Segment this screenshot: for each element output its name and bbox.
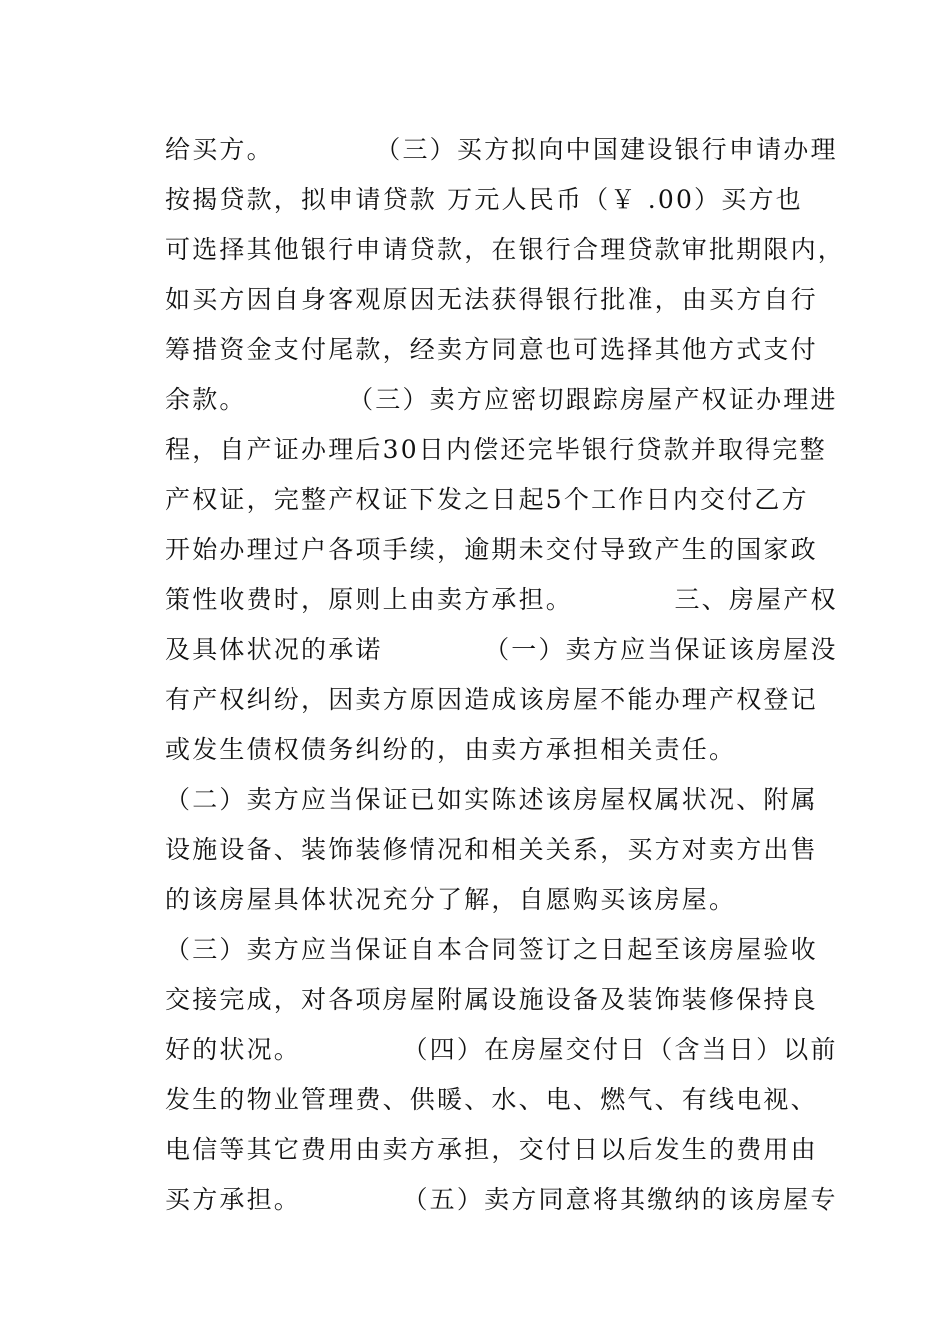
text-line: 电信等其它费用由卖方承担，交付日以后发生的费用由 — [165, 1135, 818, 1164]
text-line: 买方承担。 （五）卖方同意将其缴纳的该房屋专 — [165, 1185, 838, 1214]
text-line: 产权证，完整产权证下发之日起5个工作日内交付乙方 — [165, 485, 809, 514]
text-line: 或发生债权债务纠纷的，由卖方承担相关责任。 — [165, 735, 737, 764]
text-line: 按揭贷款，拟申请贷款 万元人民币（￥ .00）买方也 — [165, 185, 803, 214]
text-line: 及具体状况的承诺 （一）卖方应当保证该房屋没 — [165, 635, 838, 664]
text-line: 可选择其他银行申请贷款，在银行合理贷款审批期限内， — [165, 235, 846, 264]
text-line: 筹措资金支付尾款，经卖方同意也可选择其他方式支付 — [165, 335, 818, 364]
text-line: 设施设备、装饰装修情况和相关关系，买方对卖方出售 — [165, 835, 818, 864]
text-line: 策性收费时，原则上由卖方承担。 三、房屋产权 — [165, 585, 838, 614]
text-line: 有产权纠纷，因卖方原因造成该房屋不能办理产权登记 — [165, 685, 818, 714]
text-line: （二）卖方应当保证已如实陈述该房屋权属状况、附属 — [165, 785, 818, 814]
text-line: 给买方。 （三）买方拟向中国建设银行申请办理 — [165, 135, 838, 164]
text-line: 交接完成，对各项房屋附属设施设备及装饰装修保持良 — [165, 985, 818, 1014]
text-line: 发生的物业管理费、供暖、水、电、燃气、有线电视、 — [165, 1085, 818, 1114]
text-line: 如买方因自身客观原因无法获得银行批准，由买方自行 — [165, 285, 818, 314]
text-line: 的该房屋具体状况充分了解，自愿购买该房屋。 — [165, 885, 737, 914]
text-line: 余款。 （三）卖方应密切跟踪房屋产权证办理进 — [165, 385, 838, 414]
text-line: 开始办理过户各项手续，逾期未交付导致产生的国家政 — [165, 535, 818, 564]
text-line: 好的状况。 （四）在房屋交付日（含当日）以前 — [165, 1035, 838, 1064]
text-line: （三）卖方应当保证自本合同签订之日起至该房屋验收 — [165, 935, 818, 964]
text-line: 程，自产证办理后30日内偿还完毕银行贷款并取得完整 — [165, 435, 827, 464]
